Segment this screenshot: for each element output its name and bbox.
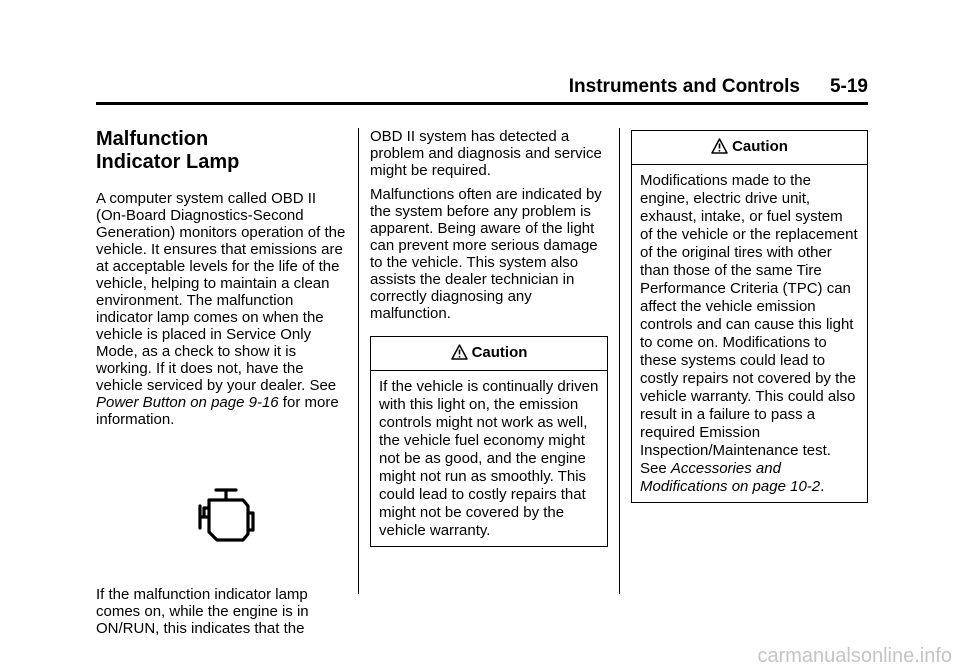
left-column bbox=[96, 128, 348, 644]
caution-body: Modifications made to the engine, electric drive unit, exhaust, intake, or fuel system of the vehicle or the replacement of the original tires with other than those of the same Tire Performance Criteria (TPC) can affect the vehicle emission controls and can cause this light to come on. Modifications to these systems could lead to costly repairs not covered by the vehicle warranty. This could also result in a failure to pass a required Emission Inspection/Maintenance test. See Accessories and Modifications on page 10-2. bbox=[640, 172, 858, 495]
obd-paragraph: OBD II system has detected a problem and diagnosis and service might be required. bbox=[370, 128, 602, 179]
page-header bbox=[96, 76, 868, 98]
watermark: carmanualsonline.info bbox=[757, 645, 952, 667]
page-number: 5-19 bbox=[829, 76, 868, 97]
caution-title: Caution bbox=[471, 344, 528, 361]
caution-box-2 bbox=[631, 130, 868, 503]
caution-box-1 bbox=[370, 336, 608, 547]
check-engine-icon bbox=[96, 486, 348, 546]
warning-icon bbox=[451, 344, 468, 360]
power-button-reference[interactable]: Power Button on page 9-16 bbox=[96, 394, 279, 411]
middle-column bbox=[370, 128, 608, 547]
warning-icon bbox=[711, 138, 728, 154]
accessories-reference[interactable]: Accessories and Modifications on page 10-2 bbox=[640, 460, 821, 495]
column-divider-2 bbox=[619, 128, 620, 594]
section-heading: Malfunction Indicator Lamp bbox=[96, 128, 240, 173]
caution-header bbox=[371, 337, 607, 371]
caution-header bbox=[632, 131, 867, 165]
column-divider-1 bbox=[358, 128, 359, 594]
caution-body: If the vehicle is continually driven with this light on, the emission controls might not work as well, the vehicle fuel economy might not be as good, and the engine might not run as smoothly. This could lead to costly repairs that might not be covered by the vehicle warranty. bbox=[379, 378, 599, 539]
malfunctions-paragraph: Malfunctions often are indicated by the system before any problem is apparent. Being aware of the light can prevent more serious damage to the vehicle. This system also assists the dealer technician in correctly diagnosing any malfunction. bbox=[370, 186, 602, 322]
intro-paragraph: A computer system called OBD II (On-Board Diagnostics-Second Generation) monitors operation of the vehicle. It ensures that emissions are at acceptable levels for the life of the vehicle, helping to maintain a clean environment. The malfunction indicator lamp comes on when the vehicle is placed in Service Only Mode, as a check to show it is working. If it does not, have the vehicle serviced by your dealer. See Power Button on page 9-16 for more information. bbox=[96, 190, 346, 428]
header-rule bbox=[96, 102, 868, 105]
right-column bbox=[631, 130, 868, 503]
lamp-on-paragraph: If the malfunction indicator lamp comes on, while the engine is in ON/RUN, this indicates that the bbox=[96, 586, 309, 637]
section-title: Instruments and Controls bbox=[568, 76, 800, 97]
caution-title: Caution bbox=[732, 138, 788, 155]
